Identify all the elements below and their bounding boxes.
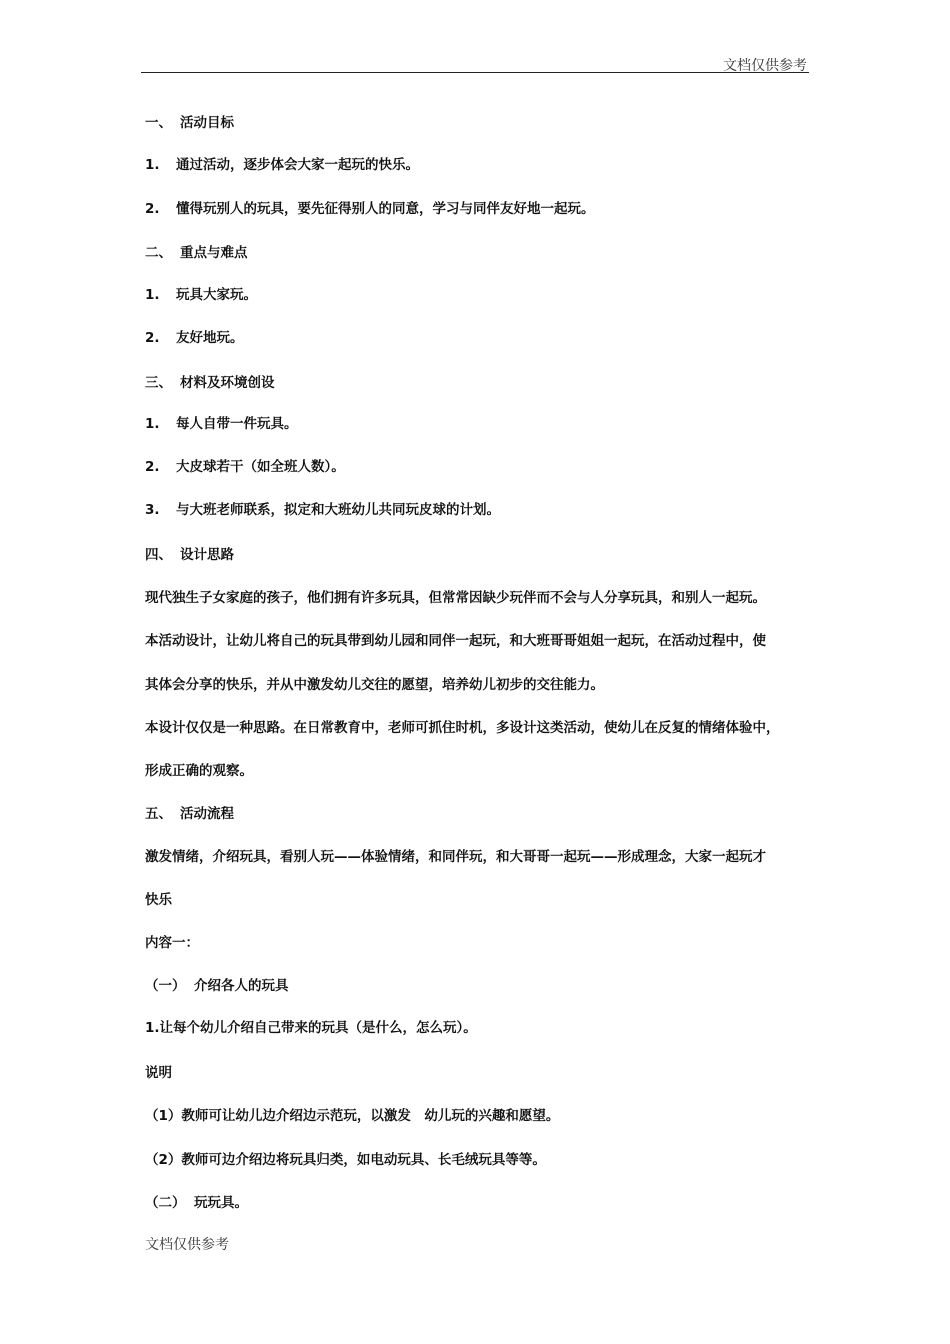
list-item <box>145 199 595 219</box>
item-number: 3. <box>145 502 160 518</box>
list-item <box>145 285 257 305</box>
section-number: 二、 <box>145 245 172 261</box>
list-item <box>145 155 419 175</box>
item-text: 与大班老师联系，拟定和大班幼儿共同玩皮球的计划。 <box>176 502 500 518</box>
paragraph-line: 快乐 <box>145 892 172 908</box>
item-text: 通过活动，逐步体会大家一起玩的快乐。 <box>176 157 419 173</box>
note-item <box>145 1106 559 1126</box>
item-text: 懂得玩别人的玩具，要先征得别人的同意，学习与同伴友好地一起玩。 <box>176 201 595 217</box>
item-number: 1. <box>145 157 160 173</box>
note-text: 教师可边介绍边将玩具归类，如电动玩具、长毛绒玩具等等。 <box>181 1152 546 1168</box>
item-number: 2. <box>145 459 160 475</box>
content-title: 内容一： <box>145 935 199 951</box>
section-title: 活动流程 <box>180 806 234 822</box>
item-number: 1. <box>145 1020 160 1036</box>
list-item <box>145 457 345 477</box>
paragraph-line: 现代独生子女家庭的孩子，他们拥有许多玩具，但常常因缺少玩伴而不会与人分享玩具，和别人一起玩。 <box>145 590 766 606</box>
section-heading-design <box>145 545 234 565</box>
header-divider <box>141 72 809 73</box>
section-number: 一、 <box>145 115 172 131</box>
list-item <box>145 328 244 348</box>
list-item <box>145 414 298 434</box>
subsection-title: 玩玩具。 <box>194 1195 248 1211</box>
note-item <box>145 1150 546 1170</box>
subsection-heading <box>145 976 289 996</box>
section-heading-materials <box>145 373 275 393</box>
subsection-heading <box>145 1193 248 1213</box>
section-heading-flow <box>145 804 234 824</box>
section-title: 重点与难点 <box>180 245 248 261</box>
paragraph-line: 本活动设计，让幼儿将自己的玩具带到幼儿园和同伴一起玩，和大班哥哥姐姐一起玩，在活动过程中，使 <box>145 633 766 649</box>
item-text: 大皮球若干（如全班人数）。 <box>176 459 345 475</box>
section-heading-goals <box>145 113 234 133</box>
page-footer-text: 文档仅供参考 <box>145 1237 229 1253</box>
subsection-number: （一） <box>145 978 186 994</box>
section-number: 四、 <box>145 547 172 563</box>
subsection-number: （二） <box>145 1195 186 1211</box>
section-title: 材料及环境创设 <box>180 375 275 391</box>
paragraph-line: 形成正确的观察。 <box>145 763 253 779</box>
section-number: 三、 <box>145 375 172 391</box>
subsection-title: 介绍各人的玩具 <box>194 978 289 994</box>
paragraph-line: 其体会分享的快乐，并从中激发幼儿交往的愿望，培养幼儿初步的交往能力。 <box>145 677 604 693</box>
section-number: 五、 <box>145 806 172 822</box>
paragraph-line: 激发情绪，介绍玩具，看别人玩——体验情绪，和同伴玩，和大哥哥一起玩——形成理念，大家一起玩才 <box>145 849 766 865</box>
item-text: 每人自带一件玩具。 <box>176 416 298 432</box>
section-heading-focus <box>145 243 248 263</box>
section-title: 活动目标 <box>180 115 234 131</box>
note-number: （2） <box>145 1152 182 1168</box>
note-label: 说明 <box>145 1065 172 1081</box>
item-text: 让每个幼儿介绍自己带来的玩具（是什么，怎么玩）。 <box>159 1020 477 1036</box>
page-header-text: 文档仅供参考 <box>723 58 807 74</box>
note-text: 教师可让幼儿边介绍边示范玩，以激发 幼儿玩的兴趣和愿望。 <box>181 1108 560 1124</box>
item-number: 1. <box>145 287 160 303</box>
item-number: 2. <box>145 330 160 346</box>
item-number: 2. <box>145 201 160 217</box>
item-number: 1. <box>145 416 160 432</box>
note-number: （1） <box>145 1108 182 1124</box>
list-item <box>145 1018 477 1038</box>
item-text: 友好地玩。 <box>176 330 244 346</box>
paragraph-line: 本设计仅仅是一种思路。在日常教育中，老师可抓住时机，多设计这类活动，使幼儿在反复的情绪体验中， <box>145 720 780 736</box>
section-title: 设计思路 <box>180 547 234 563</box>
item-text: 玩具大家玩。 <box>176 287 257 303</box>
list-item <box>145 500 500 520</box>
